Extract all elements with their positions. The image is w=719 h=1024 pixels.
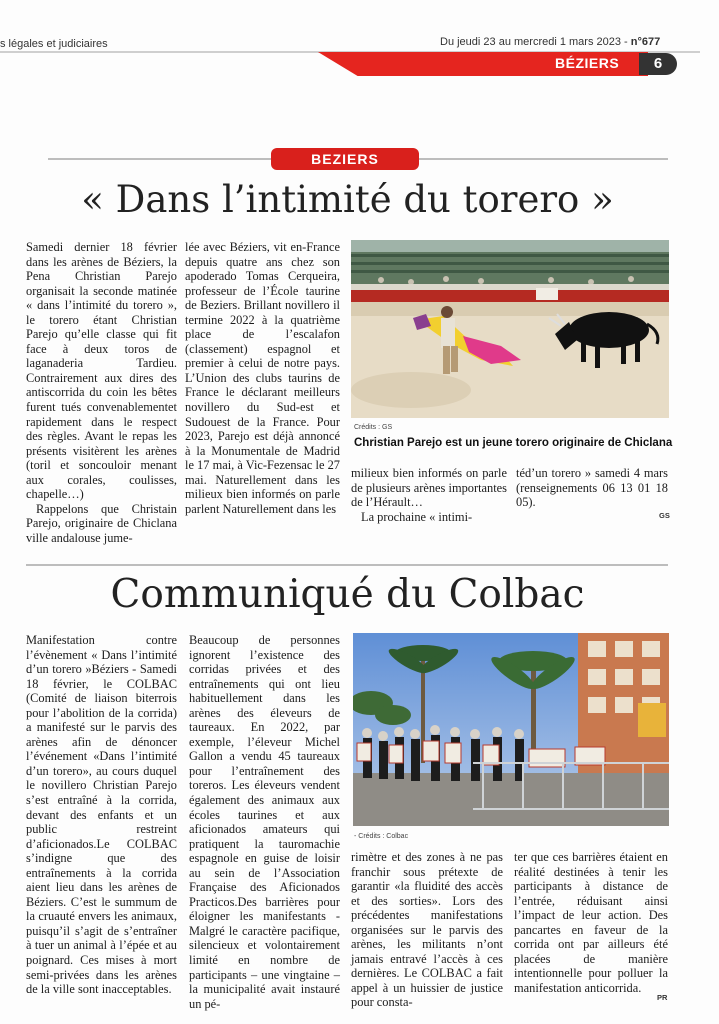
article1-title: « Dans l’intimité du torero » bbox=[81, 178, 614, 221]
article2-col1-para: Manifestation contre l’évènement « Dans l’intimité d’un torero »Béziers - Samedi 18 février, le COLBAC (Comité de liaison biterrois pour l’abolition de la corrida) a manifesté sur le parvis des arènes afin de dénoncer l’événement «Dans l’intimité d’un torero», au cours duquel le novillero Christian Parejo s’est entraîné à la corrida, devant des enfants et un public restreint d’aficionados.Le COLBAC s’indigne que des entraînements à la corrida aient lieu dans les arènes de Béziers. C’est le summum de la cruauté envers les animaux, puisqu’il s’agit de s’entraîner à tuer un animal à l’épée et au poignard. Ces mises à mort semi-privées dans les arènes de la ville sont inacceptables. bbox=[26, 633, 177, 997]
article2-col4 bbox=[514, 850, 668, 995]
article1-col4-para: téd’un torero » samedi 4 mars (renseignements 06 13 01 18 05). bbox=[516, 466, 668, 510]
header-date: Du jeudi 23 au mercredi 1 mars 2023 - n°677 bbox=[440, 36, 661, 48]
article1-col1 bbox=[26, 240, 177, 545]
article1-col2-para: lée avec Béziers, vit en-France depuis quatre ans chez son apoderado Tomas Cerqueira, professeur de l’École taurine de Beziers. Brillant novillero il termine 2022 à la quatrième place de l’escalafon (classement) espagnol et premier à celui de notre pays. L’Union des clubs taurins de France le déclarant meilleurs novillero du Sud-est et Sudouest de la France. Pour 2023, Parejo est déjà annoncé à la Monumentale de Madrid le 17 mai, à Vic-Fezensac le 27 mai. Naturellement dans les milieux bien informés on parle parlent Naturellement dans les bbox=[185, 240, 340, 516]
article1-col1-para2: Rappelons que Christain Parejo, originaire de Chiclana ville andalouse jume- bbox=[26, 501, 177, 545]
section-name: BÉZIERS bbox=[555, 55, 620, 71]
article2-photo-credit: - Crédits : Colbac bbox=[354, 833, 409, 840]
article2-col3 bbox=[351, 850, 503, 1010]
article1-col3-para2: La prochaine « intimi- bbox=[361, 509, 473, 524]
article2-signature: PR bbox=[657, 993, 668, 1002]
article2-col4-para: ter que ces barrières étaient en réalité destinées à tenir les participants à distance de l’entrée, réduisant ainsi l’impact de leur action. Des pancartes en faveur de la corrida ont par ailleurs été placées de manière intentionnelle pour polluer la manifestation anticorrida. bbox=[514, 850, 668, 995]
page-number: 6 bbox=[639, 53, 677, 75]
article1-signature: GS bbox=[659, 511, 670, 520]
article1-caption: Christian Parejo est un jeune torero originaire de Chiclana bbox=[354, 437, 673, 449]
article2-col2-para: Beaucoup de personnes ignorent l’existence des corridas privées et des entraînements qui ont lieu habituellement dans les arènes des éleveurs de taureaux. En 2022, par exemple, l’éleveur Michel Gallon a vendu 45 taureaux pour l’entraînement des toreros. Les éleveurs vendent également des animaux aux écoles taurines et aux aficionados amateurs qui pratiquent la tauromachie espagnole en guise de loisir au sein de l’Association Française des Aficionados Practicos.Des barrières pour éloigner les manifestants -Malgré le caractère pacifique, silencieux et volontairement limité en nombre de participants – une vingtaine – la municipalité avait instauré un pé- bbox=[189, 633, 340, 1011]
article2-col3-para: rimètre et des zones à ne pas franchir sous prétexte de garantir «la fluidité des accès et des sorties». Lors des précédentes manifestations organisées sur le parvis des arènes, les militants n’ont jamais entravé l’accès à ces dernières. Le COLBAC a fait appel à un huissier de justice pour consta- bbox=[351, 850, 503, 1010]
article2-col1 bbox=[26, 633, 177, 997]
article2-col2 bbox=[189, 633, 340, 1011]
protest-photo bbox=[353, 633, 669, 826]
article1-col4 bbox=[516, 466, 668, 510]
article1-kicker: BEZIERS bbox=[271, 148, 419, 170]
article1-photo-credit: Crédits : GS bbox=[354, 424, 393, 431]
article2-top-rule bbox=[26, 564, 668, 566]
article1-col1-para1: Samedi dernier 18 février dans les arènes de Béziers, la Pena Christian Parejo organisait la seconde matinée « dans l’intimité du torero », le torero étant Christian Parejo qu’elle classe qui fit face à deux toros de laganaderia Tardieu. Contrairement aux dires des antiscorrida du coin les bêtes furent tués convenablementet rapidement dans le respect des règles. Avant le repas les présents visitèrent les arènes (toril et soncouloir menant aux corales, coulisses, chapelle…) bbox=[26, 240, 177, 502]
article1-col3 bbox=[351, 466, 507, 524]
header-section-label: s légales et judiciaires bbox=[0, 38, 108, 50]
article1-col3-para1: milieux bien informés on parle de plusieurs arènes importantes de l’Hérault… bbox=[351, 466, 507, 510]
article2-title: Communiqué du Colbac bbox=[110, 572, 585, 617]
bullfight-photo bbox=[351, 240, 669, 418]
article1-col2 bbox=[185, 240, 340, 516]
issue-number: n°677 bbox=[630, 36, 661, 48]
